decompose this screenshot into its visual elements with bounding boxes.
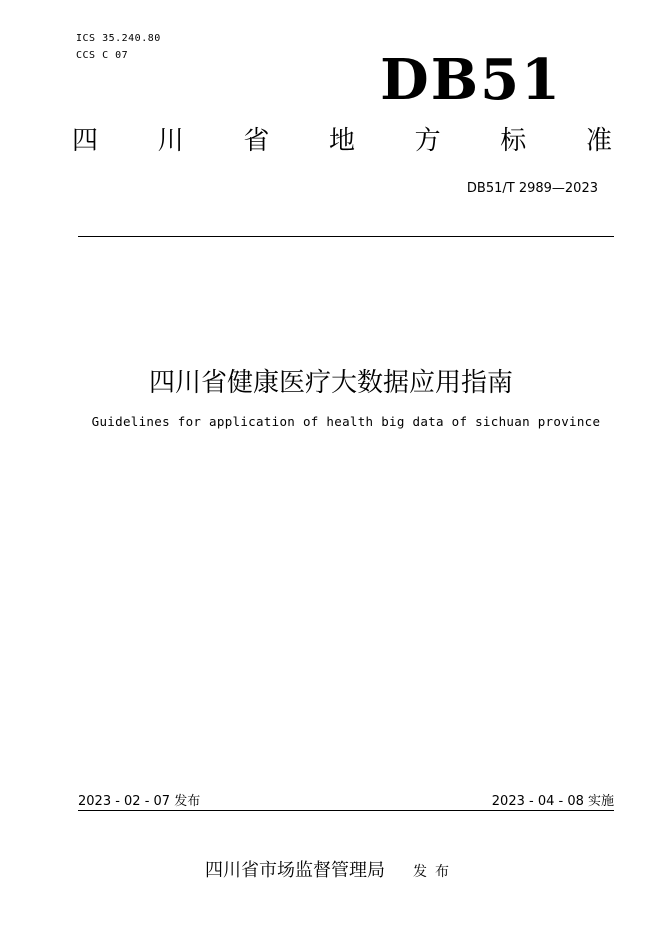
implementation-date: 2023 - 04 - 08 实施 bbox=[491, 794, 614, 809]
issuer-line bbox=[0, 856, 662, 882]
issue-word: 发布 bbox=[413, 864, 457, 880]
heading-char: 准 bbox=[585, 126, 612, 156]
heading-char: 标 bbox=[500, 126, 527, 156]
heading-char: 地 bbox=[328, 126, 355, 156]
standard-number: DB51/T 2989—2023 bbox=[466, 181, 598, 196]
heading-char: 川 bbox=[157, 126, 184, 156]
standard-type-heading bbox=[72, 128, 612, 154]
bottom-divider bbox=[78, 810, 614, 811]
heading-char: 省 bbox=[243, 126, 270, 156]
ccs-code: CCS C 07 bbox=[76, 50, 129, 61]
heading-char: 四 bbox=[72, 126, 99, 156]
document-title-english: Guidelines for application of health big data of sichuan province bbox=[91, 414, 601, 429]
issuing-authority: 四川省市场监督管理局 bbox=[205, 860, 385, 881]
top-divider bbox=[78, 236, 614, 237]
publish-date: 2023 - 02 - 07 发布 bbox=[78, 794, 201, 809]
heading-char: 方 bbox=[414, 126, 441, 156]
db51-logo: DB51 bbox=[380, 47, 562, 113]
ics-code: ICS 35.240.80 bbox=[76, 33, 161, 44]
document-title-chinese: 四川省健康医疗大数据应用指南 bbox=[148, 368, 513, 398]
